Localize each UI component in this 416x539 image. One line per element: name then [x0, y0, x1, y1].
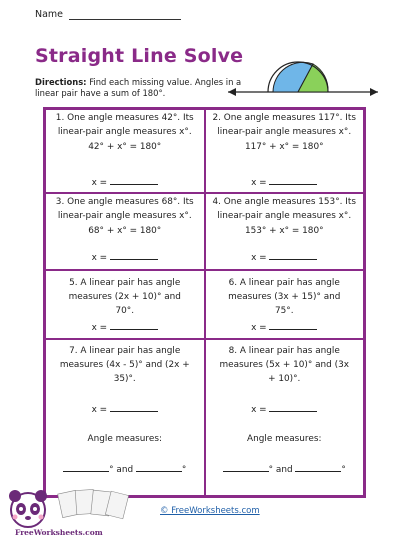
problem-cell [205, 270, 365, 339]
answer-line: x = [206, 175, 364, 190]
problem-text: 7. A linear pair has angle measures (4x - 5)° and (2x + 35)°. [59, 346, 190, 384]
arrow-right [370, 88, 378, 96]
arrow-left [228, 88, 236, 96]
answer-blank[interactable] [269, 175, 317, 185]
problem-equation: 117° + x° = 180° [244, 142, 324, 152]
panda-icon [9, 490, 47, 527]
problem-text: 2. One angle measures 117°. Its linear-pair angle measures x°. [212, 113, 357, 137]
problem-cell [45, 339, 205, 496]
angle-blank-1[interactable] [63, 462, 109, 472]
answer-line: x = [46, 320, 204, 335]
angle-blank-1[interactable] [223, 462, 269, 472]
problem-text: 4. One angle measures 153°. Its linear-pair angle measures x°. [212, 197, 357, 221]
problem-cell [45, 193, 205, 270]
angle-measures-label: Angle measures: [247, 434, 322, 444]
problem-text: 8. A linear pair has angle measures (5x + 10)° and (3x + 10)°. [219, 346, 349, 384]
problem-grid [43, 107, 366, 498]
problem-text: 6. A linear pair has angle measures (3x + 15)° and 75°. [228, 278, 341, 316]
answer-line: x = [46, 175, 204, 190]
answer-blank[interactable] [110, 250, 158, 260]
angle-measures-label: Angle measures: [87, 434, 162, 444]
problem-equation: 68° + x° = 180° [88, 226, 162, 236]
linear-pair-diagram [228, 58, 378, 102]
problem-text: 1. One angle measures 42°. Its linear-pair angle measures x°. [55, 113, 194, 137]
problem-cell [45, 270, 205, 339]
angle-blank-2[interactable] [295, 462, 341, 472]
answer-blank[interactable] [110, 320, 158, 330]
answer-line: x = [206, 320, 364, 335]
worksheet-stack-icon [58, 489, 129, 518]
angle-measures-line: ° and ° [206, 462, 364, 477]
problem-cell [205, 193, 365, 270]
copyright-link[interactable]: © FreeWorksheets.com [160, 506, 260, 516]
problem-text: 5. A linear pair has angle measures (2x + 10)° and 70°. [68, 278, 181, 316]
answer-blank[interactable] [269, 250, 317, 260]
answer-blank[interactable] [269, 402, 317, 412]
angle-measures-line: ° and ° [46, 462, 204, 477]
problem-text: 3. One angle measures 68°. Its linear-pair angle measures x°. [55, 197, 194, 221]
problem-equation: 153° + x° = 180° [244, 226, 324, 236]
problem-equation: 42° + x° = 180° [88, 142, 162, 152]
answer-line: x = [206, 402, 364, 417]
answer-blank[interactable] [110, 402, 158, 412]
angle-blank-2[interactable] [136, 462, 182, 472]
worksheet-title: Straight Line Solve [35, 45, 244, 67]
problem-cell [205, 339, 365, 496]
problem-cell [205, 109, 365, 193]
answer-blank[interactable] [110, 175, 158, 185]
answer-blank[interactable] [269, 320, 317, 330]
answer-line: x = [46, 402, 204, 417]
name-line[interactable] [69, 10, 181, 20]
directions-text: Find each missing value. Angles in a linear pair have a sum of 180°. [35, 77, 242, 98]
name-label: Name [35, 9, 64, 20]
directions-label: Directions: [35, 77, 87, 87]
directions [35, 77, 245, 99]
answer-line: x = [46, 250, 204, 265]
logo-text: FreeWorksheets.com [15, 528, 103, 537]
problem-cell [45, 109, 205, 193]
name-row [35, 9, 181, 20]
answer-line: x = [206, 250, 364, 265]
